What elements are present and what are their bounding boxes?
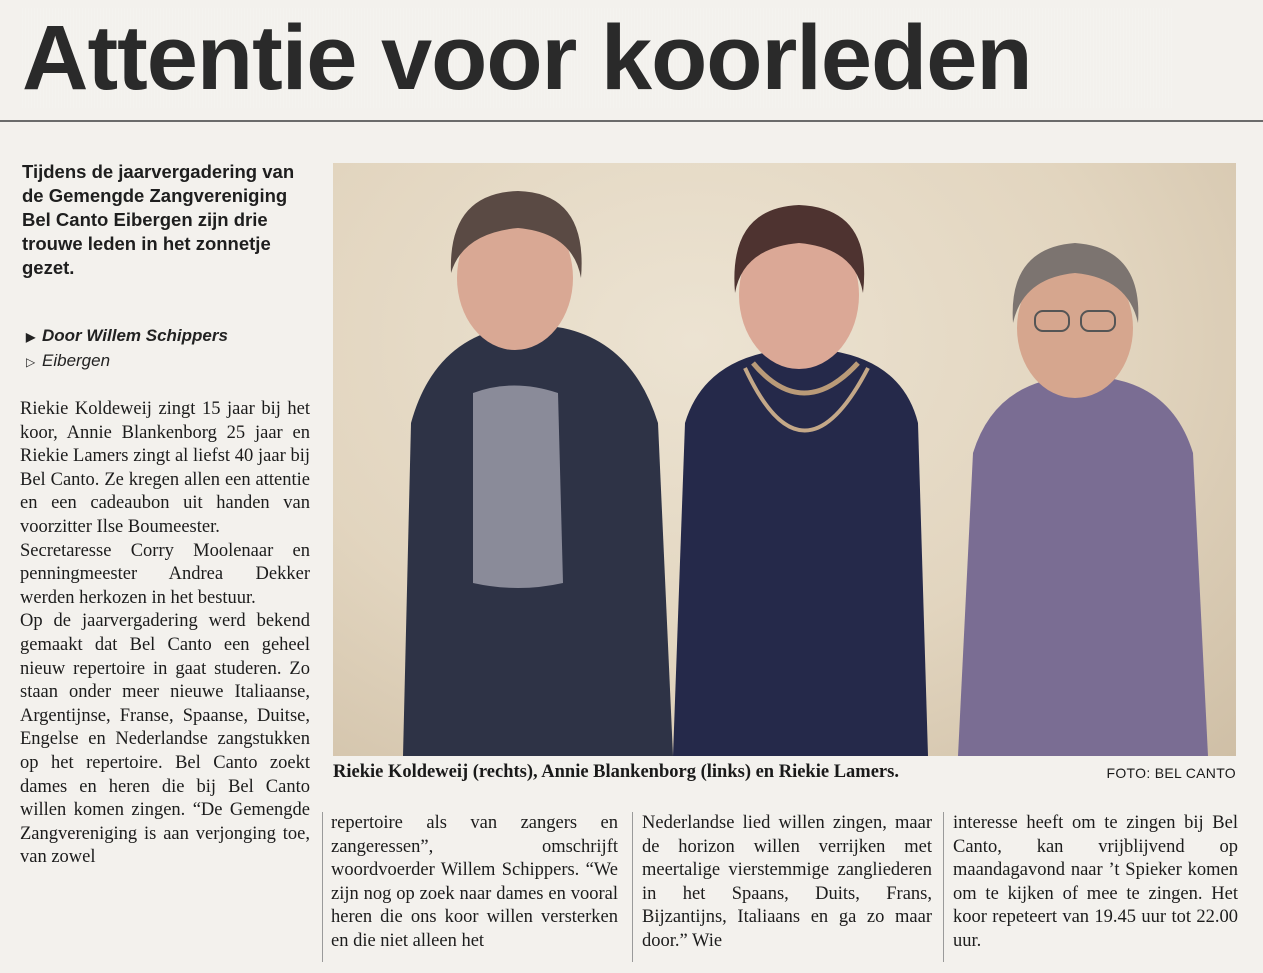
caption-text: Riekie Koldeweij (rechts), Annie Blankenborg (links) en Riekie Lamers. (333, 762, 899, 782)
body-column-4 (953, 812, 1238, 954)
filled-triangle-icon: ▶ (26, 330, 36, 344)
column-divider (632, 812, 633, 962)
photo-caption (333, 762, 1236, 786)
body-column-1 (20, 398, 310, 870)
byline-author (26, 326, 228, 346)
body-paragraph: Nederlandse lied willen zingen, maar de horizon willen verrijken met meertalige vierstemmige zangliederen in het Spaans, Duits, Frans, Bijzantijns, Italiaans en ga zo maar door.” Wie (642, 813, 932, 951)
intro-paragraph: Tijdens de jaarvergadering van de Gemengde Zangvereniging Bel Canto Eibergen zijn drie trouwe leden in het zonnetje gezet. (22, 161, 295, 278)
body-column-3 (642, 812, 932, 954)
body-column-2 (331, 812, 618, 954)
byline-place (26, 351, 110, 371)
place-name: Eibergen (42, 351, 111, 370)
column-divider (322, 812, 323, 962)
body-paragraph: interesse heeft om te zingen bij Bel Canto, kan vrijblijvend op maandagavond naar ’t Spieker komen om te kijken of mee te zingen. Het koor repeteert van 19.45 uur tot 22.00 uur. (953, 813, 1238, 951)
body-paragraph: Op de jaarvergadering werd bekend gemaakt dat Bel Canto een geheel nieuw repertoire in gaat studeren. Zo staan onder meer nieuwe Italiaanse, Argentijnse, Franse, Spaanse, Duitse, Engelse en Nederlandse zangstukken op het repertoire. Bel Canto zoekt dames en heren die bij Bel Canto willen komen zingen. “De Gemengde Zangvereniging is aan verjonging toe, van zowel (20, 611, 310, 868)
outline-triangle-icon: ▷ (26, 355, 36, 369)
headline-rule (0, 120, 1263, 122)
column-divider (943, 812, 944, 962)
article-photo (333, 163, 1236, 756)
photo-credit: FOTO: BEL CANTO (1106, 765, 1236, 781)
body-paragraph: repertoire als van zangers en zangeressen”, omschrijft woordvoerder Willem Schippers. “We zijn nog op zoek naar dames en vooral heren die ons koor willen versterken en die niet alleen het (331, 813, 618, 951)
headline: Attentie voor koorleden (22, 8, 1172, 108)
author-name: Door Willem Schippers (42, 326, 228, 345)
body-paragraph: Riekie Koldeweij zingt 15 jaar bij het koor, Annie Blankenborg 25 jaar en Riekie Lamers zingt al liefst 40 jaar bij Bel Canto. Ze kregen allen een attentie en een cadeaubon uit handen van voorzitter Ilse Boumeester. (20, 399, 310, 537)
body-paragraph: Secretaresse Corry Moolenaar en penningmeester Andrea Dekker werden herkozen in het bestuur. (20, 540, 310, 608)
photo-illustration (333, 163, 1236, 756)
